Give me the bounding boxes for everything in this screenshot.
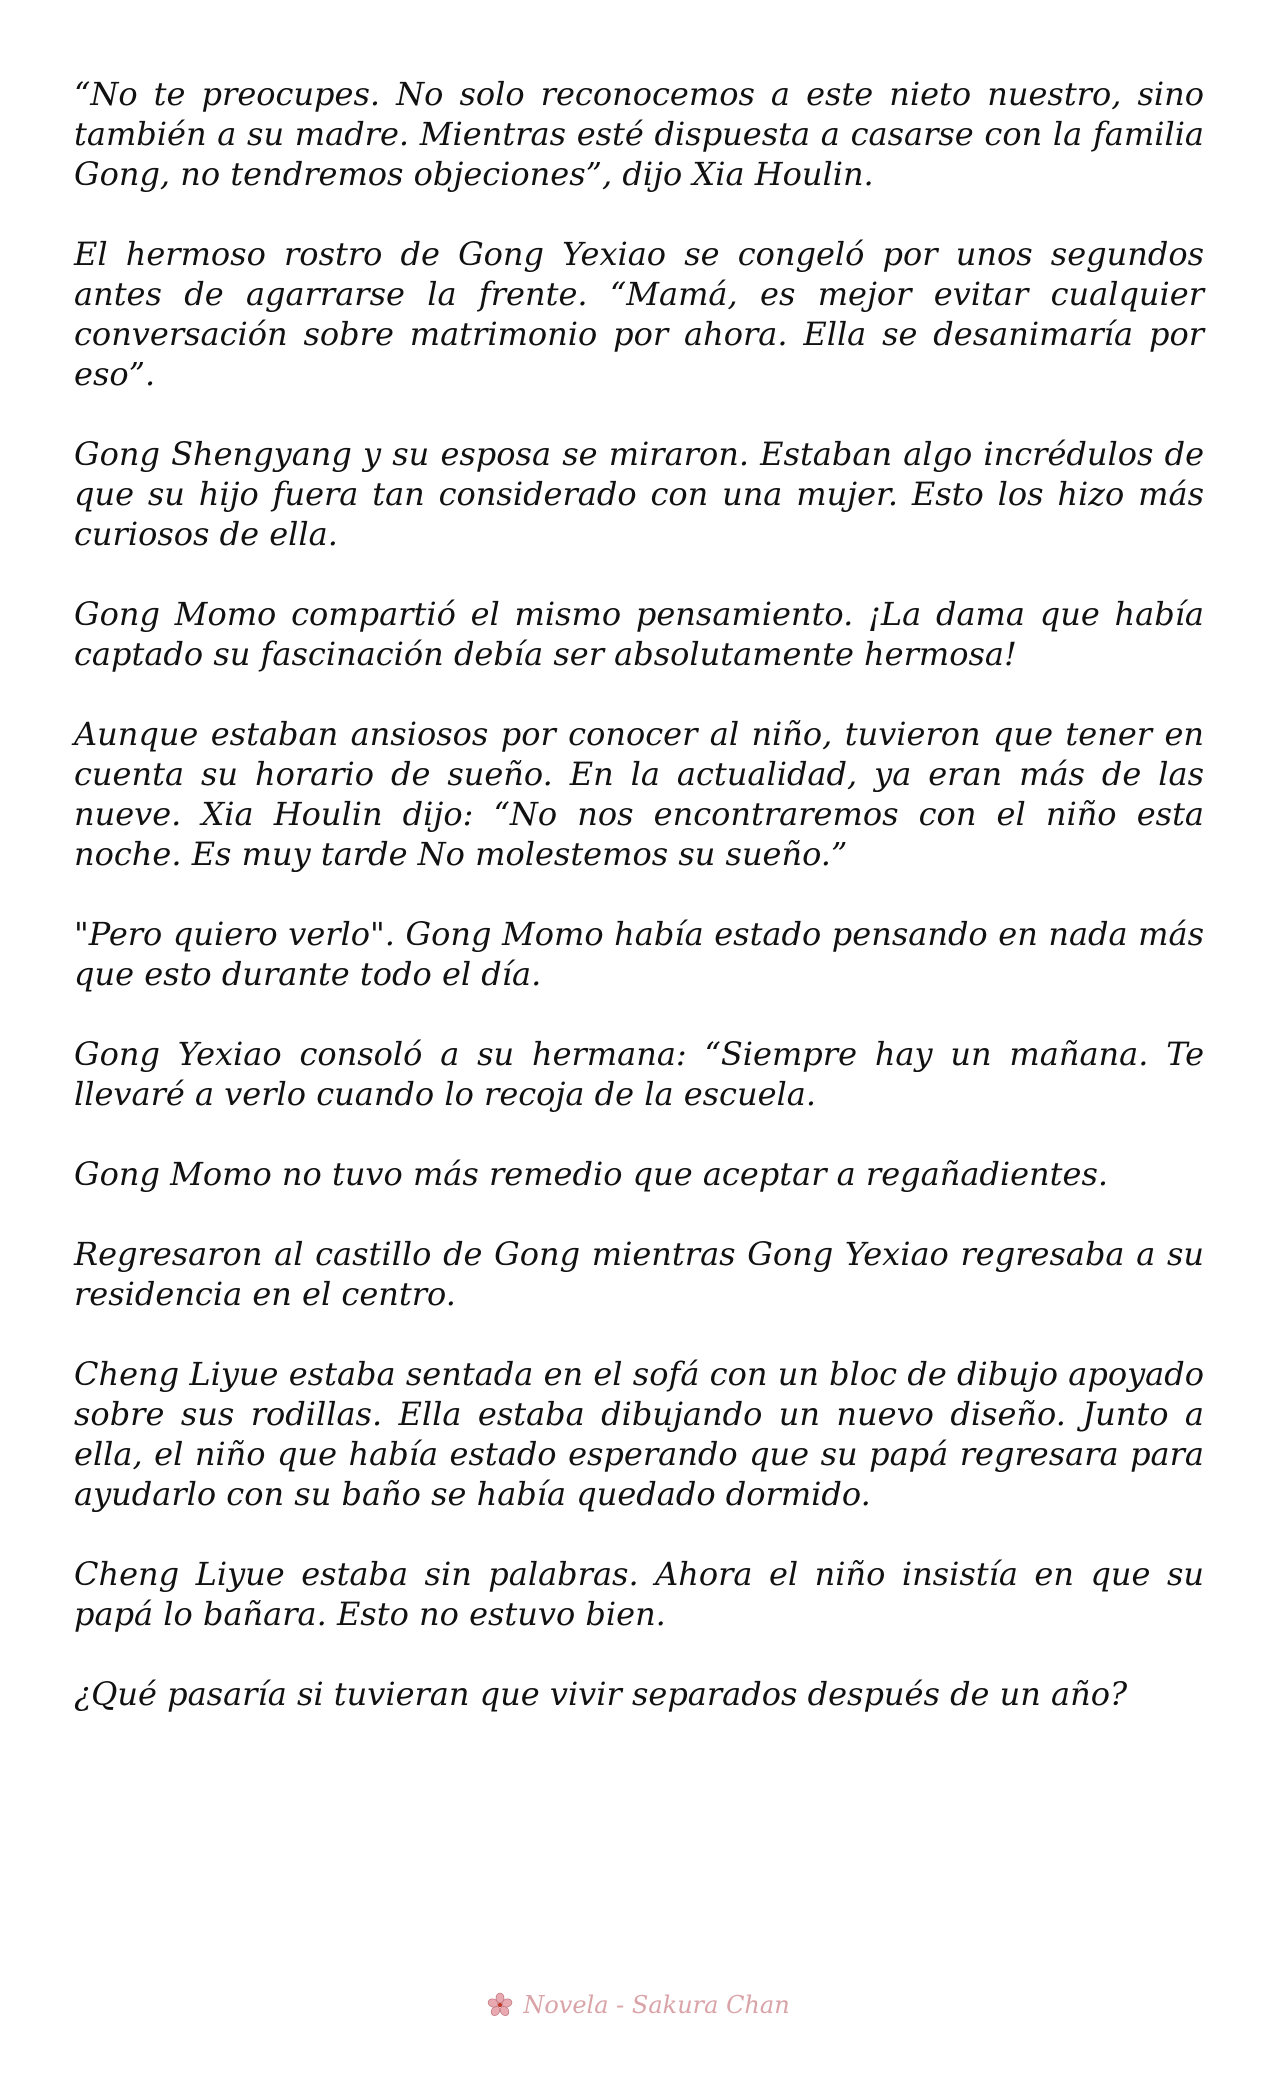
paragraph-7: Gong Yexiao consoló a su hermana: “Siempre hay un mañana. Te llevaré a verlo cuando lo recoja de la escuela. xyxy=(74,1035,1204,1113)
paragraph-6: "Pero quiero verlo". Gong Momo había estado pensando en nada más que esto durante todo el día. xyxy=(74,915,1204,993)
paragraph-9: Regresaron al castillo de Gong mientras Gong Yexiao regresaba a su residencia en el centro. xyxy=(74,1235,1204,1313)
paragraph-10: Cheng Liyue estaba sentada en el sofá con un bloc de dibujo apoyado sobre sus rodillas. Ella estaba dibujando un nuevo diseño. Junto a ella, el niño que había estado esperando que su papá regresara para ayudarlo con su baño se había quedado dormido. xyxy=(74,1355,1204,1513)
paragraph-12: ¿Qué pasaría si tuvieran que vivir separados después de un año? xyxy=(74,1675,1128,1713)
paragraph-8: Gong Momo no tuvo más remedio que aceptar a regañadientes. xyxy=(74,1155,1109,1193)
footer-watermark xyxy=(0,1990,1275,2020)
paragraph-4: Gong Momo compartió el mismo pensamiento. ¡La dama que había captado su fascinación debía ser absolutamente hermosa! xyxy=(74,595,1204,673)
sakura-flower-icon xyxy=(485,1990,515,2020)
paragraph-3: Gong Shengyang y su esposa se miraron. Estaban algo incrédulos de que su hijo fuera tan considerado con una mujer. Esto los hizo más curiosos de ella. xyxy=(74,435,1204,553)
chapter-text xyxy=(74,74,1204,1754)
paragraph-11: Cheng Liyue estaba sin palabras. Ahora el niño insistía en que su papá lo bañara. Esto no estuvo bien. xyxy=(74,1555,1204,1633)
paragraph-1: “No te preocupes. No solo reconocemos a este nieto nuestro, sino también a su madre. Mientras esté dispuesta a casarse con la familia Gong, no tendremos objeciones”, dijo Xia Houlin. xyxy=(74,75,1204,193)
footer-text: Novela - Sakura Chan xyxy=(523,1991,790,2019)
paragraph-5: Aunque estaban ansiosos por conocer al niño, tuvieron que tener en cuenta su horario de sueño. En la actualidad, ya eran más de las nueve. Xia Houlin dijo: “No nos encontraremos con el niño esta noche. Es muy tarde No molestemos su sueño.” xyxy=(74,715,1204,873)
paragraph-2: El hermoso rostro de Gong Yexiao se congeló por unos segundos antes de agarrarse la frente. “Mamá, es mejor evitar cualquier conversación sobre matrimonio por ahora. Ella se desanimaría por eso”. xyxy=(74,235,1204,393)
